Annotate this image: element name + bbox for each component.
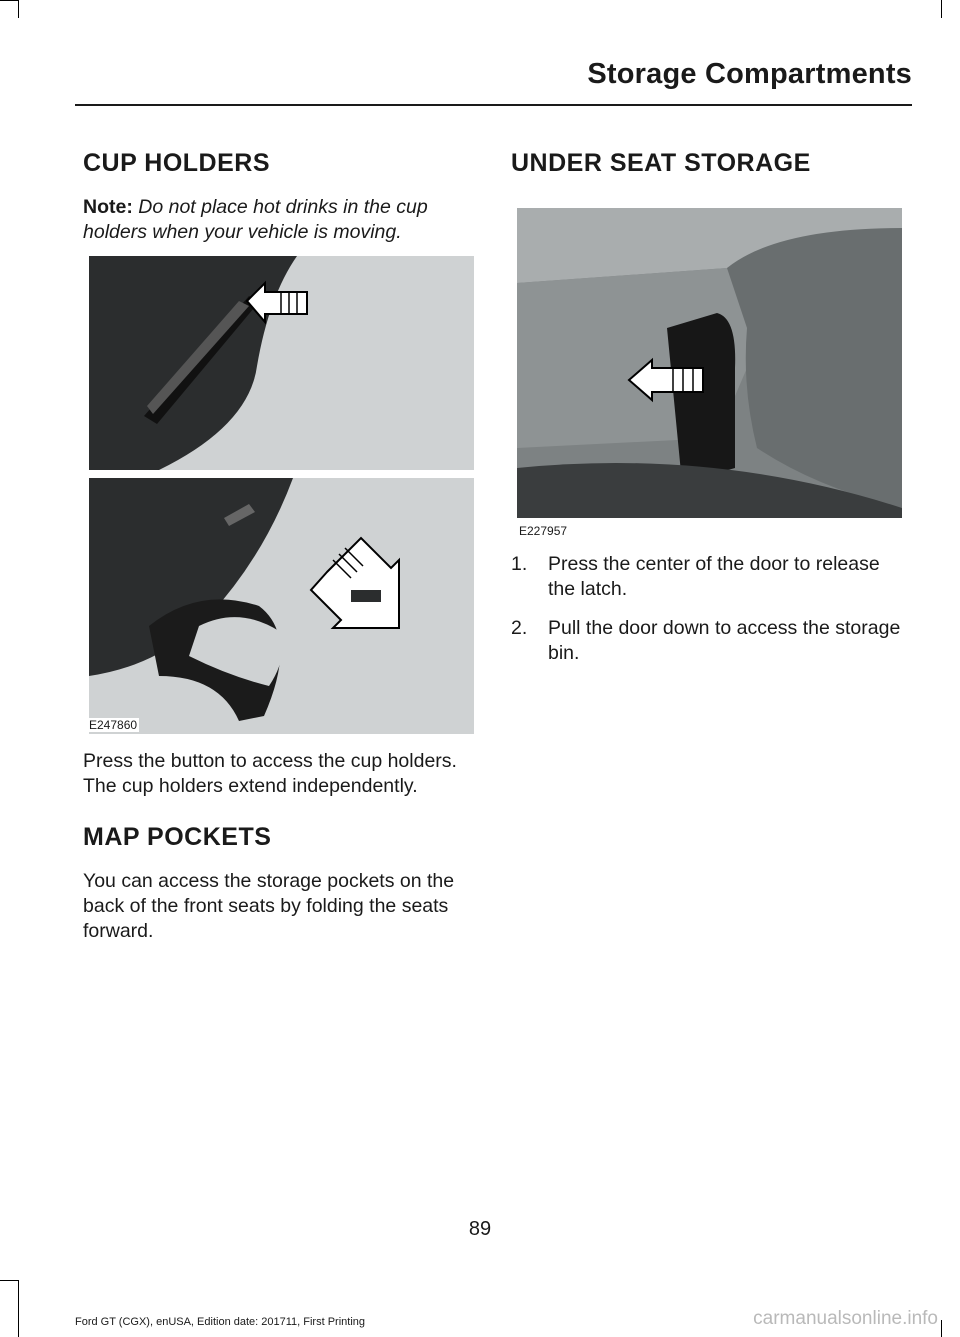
- cup-holders-body: [83, 749, 483, 799]
- body-line: Press the button to access the cup holders.: [83, 750, 457, 772]
- map-pockets-body: You can access the storage pockets on the back of the front seats by folding the seats forward.: [83, 870, 455, 942]
- crop-mark: [18, 0, 19, 18]
- page-number: 89: [468, 1218, 492, 1240]
- step-number: 2.: [511, 617, 528, 639]
- cup-holders-heading: CUP HOLDERS: [83, 149, 271, 177]
- header-rule: [75, 104, 912, 106]
- step-number: 1.: [511, 553, 528, 575]
- watermark: carmanualsonline.info: [753, 1308, 938, 1329]
- crop-mark: [941, 0, 942, 18]
- note-text: Do not place hot drinks in the cup holders when your vehicle is moving.: [83, 196, 428, 243]
- figure-code: E227957: [519, 524, 568, 538]
- list-item: [511, 552, 911, 602]
- crop-mark: [941, 1320, 942, 1337]
- cup-holders-note: [83, 195, 468, 245]
- cup-holder-illustration: [89, 256, 474, 734]
- figure-code: E247860: [89, 718, 138, 732]
- crop-mark: [0, 0, 18, 1]
- body-line: The cup holders extend independently.: [83, 775, 418, 797]
- crop-mark: [0, 1280, 18, 1281]
- under-seat-heading: UNDER SEAT STORAGE: [511, 149, 811, 177]
- crop-mark: [18, 1280, 19, 1337]
- map-pockets-heading: MAP POCKETS: [83, 823, 272, 851]
- note-label: Note:: [83, 196, 133, 218]
- edition-footer: Ford GT (CGX), enUSA, Edition date: 201711, First Printing: [75, 1316, 365, 1328]
- step-text: Pull the door down to access the storage bin.: [548, 617, 901, 664]
- under-seat-steps: [511, 552, 911, 680]
- cup-holder-figure: [89, 256, 474, 734]
- under-seat-illustration: [517, 208, 902, 518]
- step-text: Press the center of the door to release the latch.: [548, 553, 880, 600]
- under-seat-figure: [517, 208, 902, 538]
- page-title: Storage Compartments: [587, 58, 912, 90]
- list-item: [511, 616, 911, 666]
